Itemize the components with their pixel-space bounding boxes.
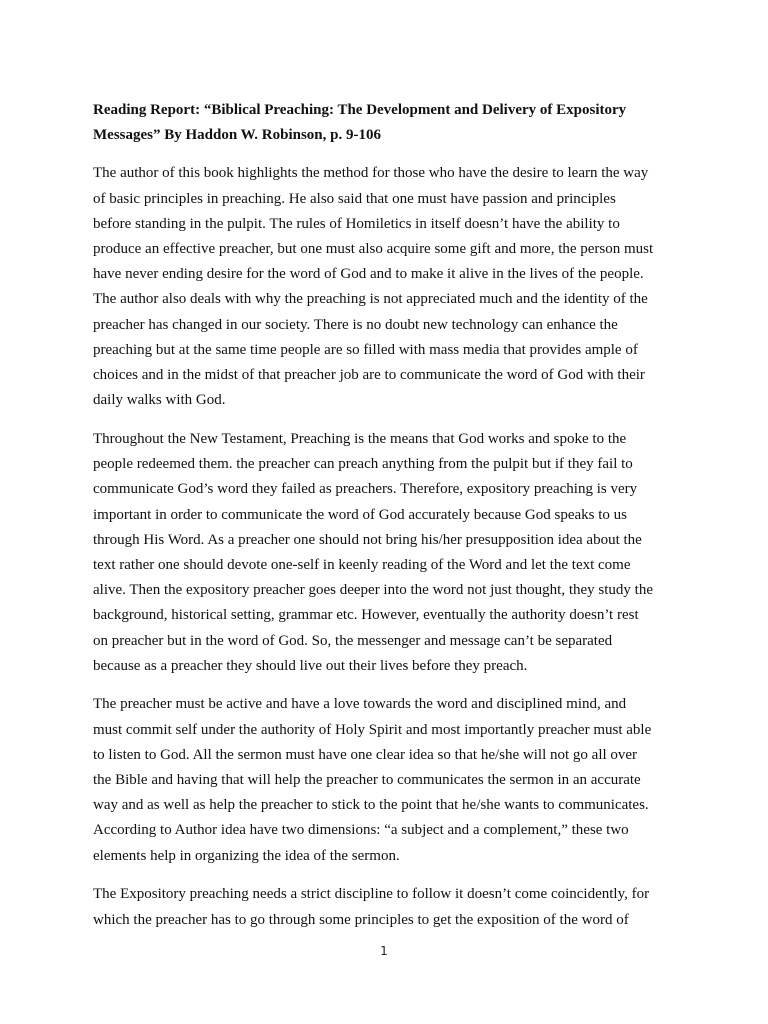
- text-line: of basic principles in preaching. He also said that one must have passion and principles: [93, 190, 616, 207]
- document-body: [93, 98, 678, 946]
- title-line: Messages” By Haddon W. Robinson, p. 9-106: [93, 127, 381, 144]
- text-line: alive. Then the expository preacher goes deeper into the word not just thought, they study the: [93, 582, 654, 599]
- text-line: background, historical setting, grammar etc. However, eventually the authority doesn’t rest: [93, 607, 639, 624]
- text-line: The preacher must be active and have a love towards the word and disciplined mind, and: [93, 696, 627, 713]
- title-line: Reading Report: “Biblical Preaching: The Development and Delivery of Expository: [93, 102, 627, 118]
- text-line: According to Author idea have two dimensions: “a subject and a complement,” these two: [93, 822, 629, 839]
- text-line: produce an effective preacher, but one must also acquire some gift and more, the person must: [93, 241, 654, 258]
- text-line: people redeemed them. the preacher can preach anything from the pulpit but if they fail to: [93, 456, 633, 473]
- text-line: text rather one should devote one-self in keenly reading of the Word and let the text come: [93, 556, 631, 573]
- text-line: which the preacher has to go through some principles to get the exposition of the word of: [93, 911, 629, 928]
- text-line: to listen to God. All the sermon must have one clear idea so that he/she will not go all over: [93, 746, 638, 763]
- paragraph-4: [93, 882, 678, 932]
- text-line: The Expository preaching needs a strict discipline to follow it doesn’t come coincidently, for: [93, 886, 650, 903]
- text-line: because as a preacher they should live out their lives before they preach.: [93, 657, 528, 674]
- text-line: the Bible and having that will help the preacher to communicates the sermon in an accurate: [93, 772, 641, 789]
- text-line: have never ending desire for the word of God and to make it alive in the lives of the people.: [93, 266, 644, 283]
- text-line: preaching but at the same time people are so filled with mass media that provides ample of: [93, 341, 638, 358]
- paragraph-1: [93, 161, 678, 413]
- text-line: communicate God’s word they failed as preachers. Therefore, expository preaching is very: [93, 481, 638, 498]
- text-line: must commit self under the authority of Holy Spirit and most importantly preacher must able: [93, 721, 652, 738]
- text-line: choices and in the midst of that preacher job are to communicate the word of God with their: [93, 367, 645, 384]
- text-line: elements help in organizing the idea of the sermon.: [93, 847, 400, 864]
- text-line: preacher has changed in our society. There is no doubt new technology can enhance the: [93, 316, 618, 333]
- text-line: important in order to communicate the word of God accurately because God speaks to us: [93, 506, 628, 523]
- text-line: on preacher but in the word of God. So, the messenger and message can’t be separated: [93, 632, 613, 649]
- paragraph-3: [93, 692, 678, 868]
- text-line: The author of this book highlights the method for those who have the desire to learn the way: [93, 165, 649, 182]
- paragraph-2: [93, 427, 678, 679]
- text-line: before standing in the pulpit. The rules of Homiletics in itself doesn’t have the ability to: [93, 215, 620, 232]
- text-line: The author also deals with why the preaching is not appreciated much and the identity of the: [93, 291, 648, 308]
- text-line: way and as well as help the preacher to stick to the point that he/she wants to communicates.: [93, 797, 649, 814]
- page-number: 1: [380, 944, 388, 958]
- report-title: [93, 98, 678, 148]
- text-line: Throughout the New Testament, Preaching is the means that God works and spoke to the: [93, 430, 627, 447]
- text-line: daily walks with God.: [93, 392, 226, 409]
- text-line: through His Word. As a preacher one should not bring his/her presupposition idea about the: [93, 531, 642, 548]
